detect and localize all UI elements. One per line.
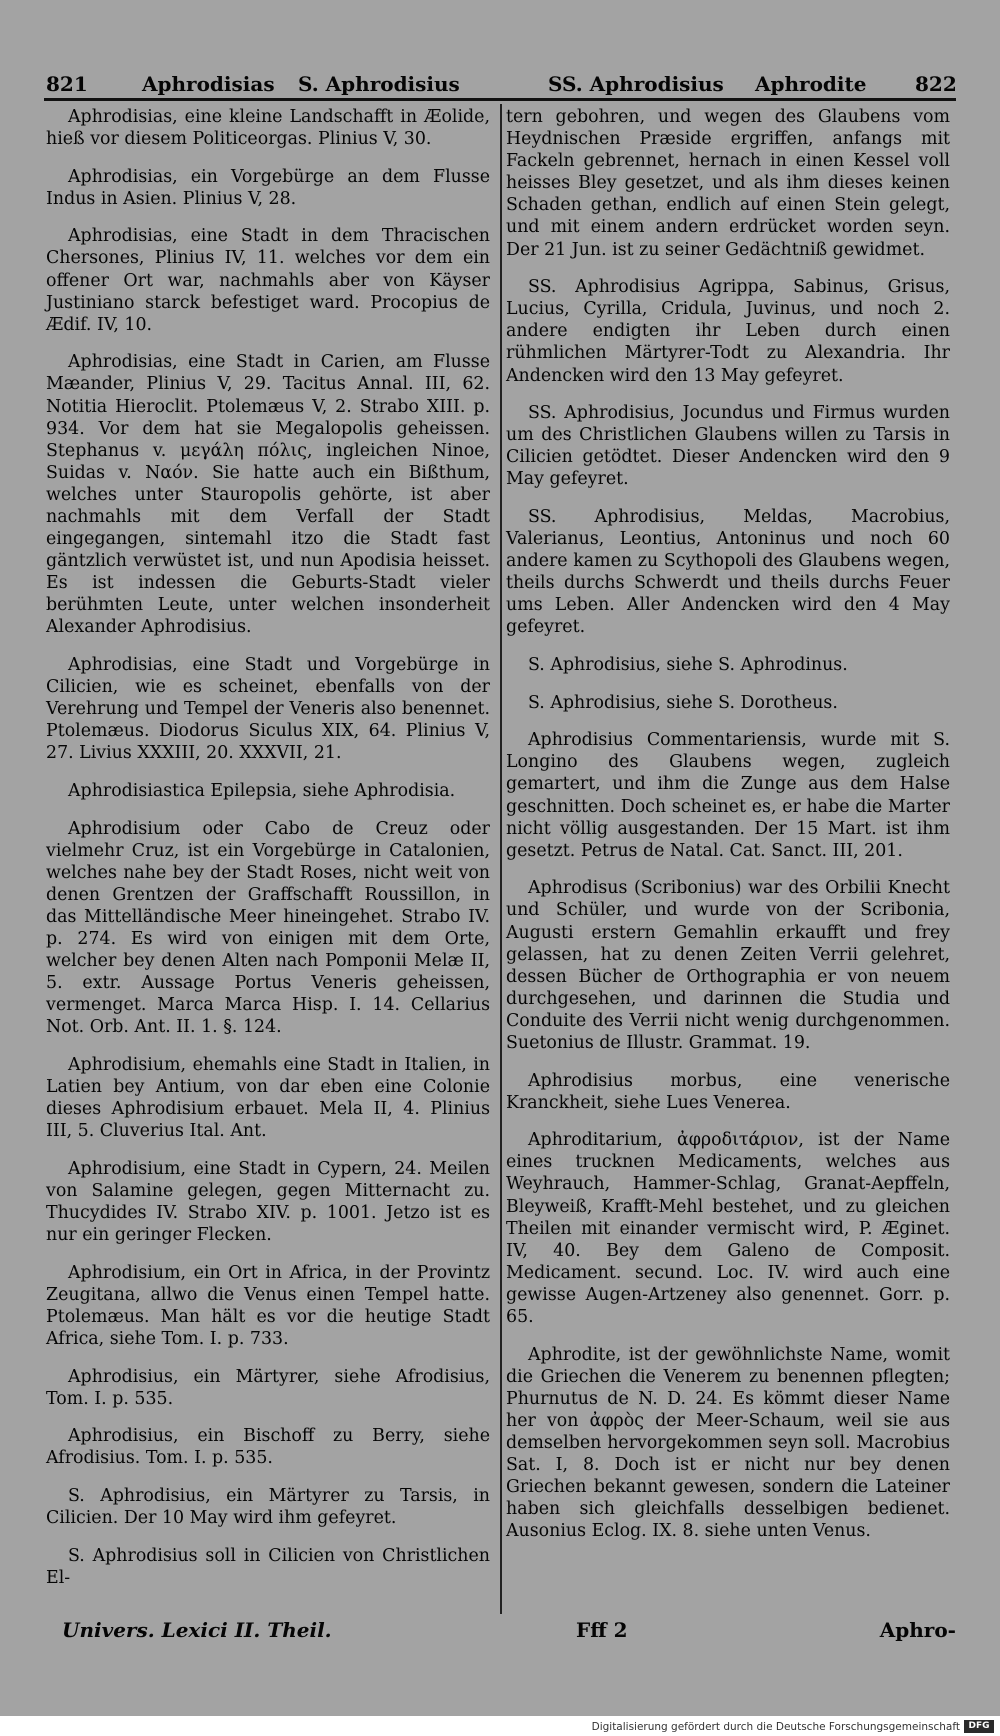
entry-continuation: tern gebohren, und wegen des Glaubens vom Heydnischen Præside ergriffen, anfangs mit Fackeln gebrennet, hernach in einen Kessel voll heisses Bley gesetzet, und als ihm dieses keinen Schaden gethan, endlich auf einen Stein gelegt, und mit einem andern erdrücket worden seyn. Der 21 Jun. ist zu seiner Gedächtniß gewidmet. [506, 107, 950, 260]
entry-s-aphrodisius-tarsis: S. Aphrodisius, ein Märtyrer zu Tarsis, in Cilicien. Der 10 May wird ihm gefeyret. [46, 1486, 490, 1529]
entry-s-aphrodisius-aphrodinus: S. Aphrodisius, siehe S. Aphrodinus. [528, 655, 848, 676]
entry-aphrodisias-carien: Aphrodisias, eine Stadt in Carien, am Flusse Mæander, Plinius V, 29. Tacitus Annal. III, 62. Notitia Hieroclit. Ptolemæus V, 2. Strabo XIII. p. 934. Vor dem hat sie Megalopolis geheissen. Stephanus v. μεγάλη πόλις, ingleichen Ninoe, Suidas v. Ναόν. Sie hatte auch ein Bißthum, welches unter Stauropolis gehörte, ist aber nachmahls mit dem Verfall der Stadt eingegangen, sintemahl itzo die Stadt fast gäntzlich verwüstet ist, und nun Apodisia heisset. Es ist indessen die Geburts-Stadt vieler berühmten Leute, unter welchen insonderheit Alexander Aphrodisius. [46, 352, 490, 638]
entry-aphrodisius-commentariensis: Aphrodisius Commentariensis, wurde mit S. Longino des Glaubens wegen, zugleich gemartert, und ihm die Zunge aus dem Halse geschnitten. Doch scheinet es, er habe die Marter nicht völlig ausgestanden. Der 15 Mart. ist ihm gesetzt. Petrus de Natal. Cat. Sanct. III, 201. [506, 730, 950, 861]
entry-aphrodisius-morbus: Aphrodisius morbus, eine venerische Kranckheit, siehe Lues Venerea. [506, 1070, 950, 1113]
left-page-number: 821 [46, 72, 88, 96]
digitization-credit: Digitalisierung gefördert durch die Deutsche Forschungsgemeinschaft [591, 1721, 960, 1733]
footer-volume: Univers. Lexici II. Theil. [62, 1618, 332, 1642]
header-rule [44, 98, 956, 101]
entry-aphroditarium: Aphroditarium, ἀφροδιτάριον, ist der Name eines trucknen Medicaments, welches aus Weyhrauch, Hammer-Schlag, Granat-Aepffeln, Bleyweiß, Krafft-Mehl bestehet, und zu gleichen Theilen mit einander vermischt wird, P. Æginet. IV, 40. Bey dem Galeno de Composit. Medicament. secund. Loc. IV. wird auch eine gewisse Augen-Artzeney also genennet. Gorr. p. 65. [506, 1130, 950, 1327]
entry-aphrodisius-bischoff: Aphrodisius, ein Bischoff zu Berry, siehe Afrodisius. Tom. I. p. 535. [46, 1426, 490, 1469]
left-column [46, 106, 490, 1604]
left-running-head: Aphrodisias [142, 72, 275, 96]
left-center-head: S. Aphrodisius [298, 72, 460, 96]
entry-aphrodisium-italien: Aphrodisium, ehemahls eine Stadt in Italien, in Latien bey Antium, von dar eben eine Colonie dieses Aphrodisium erbauet. Mela II, 4. Plinius III, 5. Cluverius Ital. Ant. [46, 1055, 490, 1142]
right-column [506, 106, 950, 1558]
entry-aphrodisias-cilicien: Aphrodisias, eine Stadt und Vorgebürge in Cilicien, wie es scheinet, ebenfalls von der Verehrung und Tempel der Veneris also benennet. Ptolemæus. Diodorus Siculus XIX, 64. Plinius V, 27. Livius XXXIII, 20. XXXVII, 21. [46, 655, 490, 764]
entry-aphrodite: Aphrodite, ist der gewöhnlichste Name, womit die Griechen die Venerem zu benennen pflegten; Phurnutus de N. D. 24. Es kömmt dieser Name her von ἀφρὸς der Meer-Schaum, weil sie aus demselben hervorgekommen seyn soll. Macrobius Sat. I, 8. Doch ist er nicht nur bey denen Griechen bekannt gewesen, sondern die Lateiner haben sich gleichfalls desselbigen bedienet. Ausonius Eclog. IX. 8. siehe unten Venus. [506, 1344, 950, 1542]
entry-aphrodisiastica: Aphrodisiastica Epilepsia, siehe Aphrodisia. [68, 781, 456, 802]
entry-aphrodisium-africa: Aphrodisium, ein Ort in Africa, in der Provintz Zeugitana, allwo die Venus einen Tempel hatte. Ptolemæus. Man hält es vor die heutige Stadt Africa, siehe Tom. I. p. 733. [46, 1262, 490, 1350]
entry-ss-aphrodisius-jocundus: SS. Aphrodisius, Jocundus und Firmus wurden um des Christlichen Glaubens willen zu Tarsis in Cilicien getödtet. Dieser Andencken wird den 9 May gefeyret. [506, 403, 950, 490]
entry-aphrodisias-aeolis: Aphrodisias, eine kleine Landschafft in Æolide, hieß vor diesem Politiceorgas. Plinius V, 30. [46, 107, 490, 150]
right-center-head: SS. Aphrodisius [548, 72, 724, 96]
footer-signature: Fff 2 [576, 1618, 628, 1642]
entry-ss-aphrodisius-agrippa: SS. Aphrodisius Agrippa, Sabinus, Grisus, Lucius, Cyrilla, Cridula, Juvinus, und noch 2. andere endigten ihr Leben durch einen rühmlichen Märtyrer-Todt zu Alexandria. Ihr Andencken wird den 13 May gefeyret. [506, 277, 950, 386]
entry-aphrodisium-cypern: Aphrodisium, eine Stadt in Cypern, 24. Meilen von Salamine gelegen, gegen Mitternacht zu. Thucydides IV. Strabo XIV. p. 1001. Jetzo ist es nur ein geringer Flecken. [46, 1158, 490, 1246]
entry-aphrodisias-chersones: Aphrodisias, eine Stadt in dem Thracischen Chersones, Plinius IV, 11. welches vor dem ein offener Ort war, nachmahls aber von Käyser Justiniano starck befestiget ward. Procopius de Ædif. IV, 10. [46, 226, 490, 335]
entry-aphrodisus-scribonius: Aphrodisus (Scribonius) war des Orbilii Knecht und Schüler, und wurde von der Scribonia, Augusti erstern Gemahlin erkaufft und frey gelassen, hat zu denen Zeiten Verrii gelehret, dessen Bücher de Orthographia er von neuem durchgesehen, und darinnen die Studia und Conduite des Verrii nicht wenig durchgenommen. Suetonius de Illustr. Grammat. 19. [506, 878, 950, 1053]
footer-catchword: Aphro- [879, 1618, 956, 1642]
entry-s-aphrodisius-cilicien: S. Aphrodisius soll in Cilicien von Christlichen El- [46, 1545, 490, 1588]
entry-aphrodisium-catalonien: Aphrodisium oder Cabo de Creuz oder vielmehr Cruz, ist ein Vorgebürge in Catalonien, welches nahe bey der Stadt Roses, nicht weit von denen Grentzen der Graffschafft Roussillon, in das Mittelländische Meer hineingehet. Strabo IV. p. 274. Es wird von einigen mit dem Orte, welcher bey denen Alten nach Pomponii Melæ II, 5. extr. Aussage Portus Veneris geheissen, vermenget. Marca Marca Hisp. I. 14. Cellarius Not. Orb. Ant. II. 1. §. 124. [46, 818, 490, 1038]
right-page-number: 822 [915, 72, 957, 96]
entry-s-aphrodisius-dorotheus: S. Aphrodisius, siehe S. Dorotheus. [528, 692, 838, 713]
entry-aphrodisias-indus: Aphrodisias, ein Vorgebürge an dem Flusse Indus in Asien. Plinius V, 28. [46, 166, 490, 209]
column-divider [500, 104, 502, 1614]
entry-ss-aphrodisius-meldas: SS. Aphrodisius, Meldas, Macrobius, Valerianus, Leontius, Antoninus und noch 60 andere kamen zu Scythopoli des Glaubens wegen, theils durchs Schwerdt und theils durchs Feuer ums Leben. Aller Andencken wird den 4 May gefeyret. [506, 507, 950, 638]
entry-aphrodisius-martyrer: Aphrodisius, ein Märtyrer, siehe Afrodisius, Tom. I. p. 535. [46, 1366, 490, 1409]
dfg-logo: DFG [964, 1720, 994, 1733]
right-running-head: Aphrodite [755, 72, 867, 96]
